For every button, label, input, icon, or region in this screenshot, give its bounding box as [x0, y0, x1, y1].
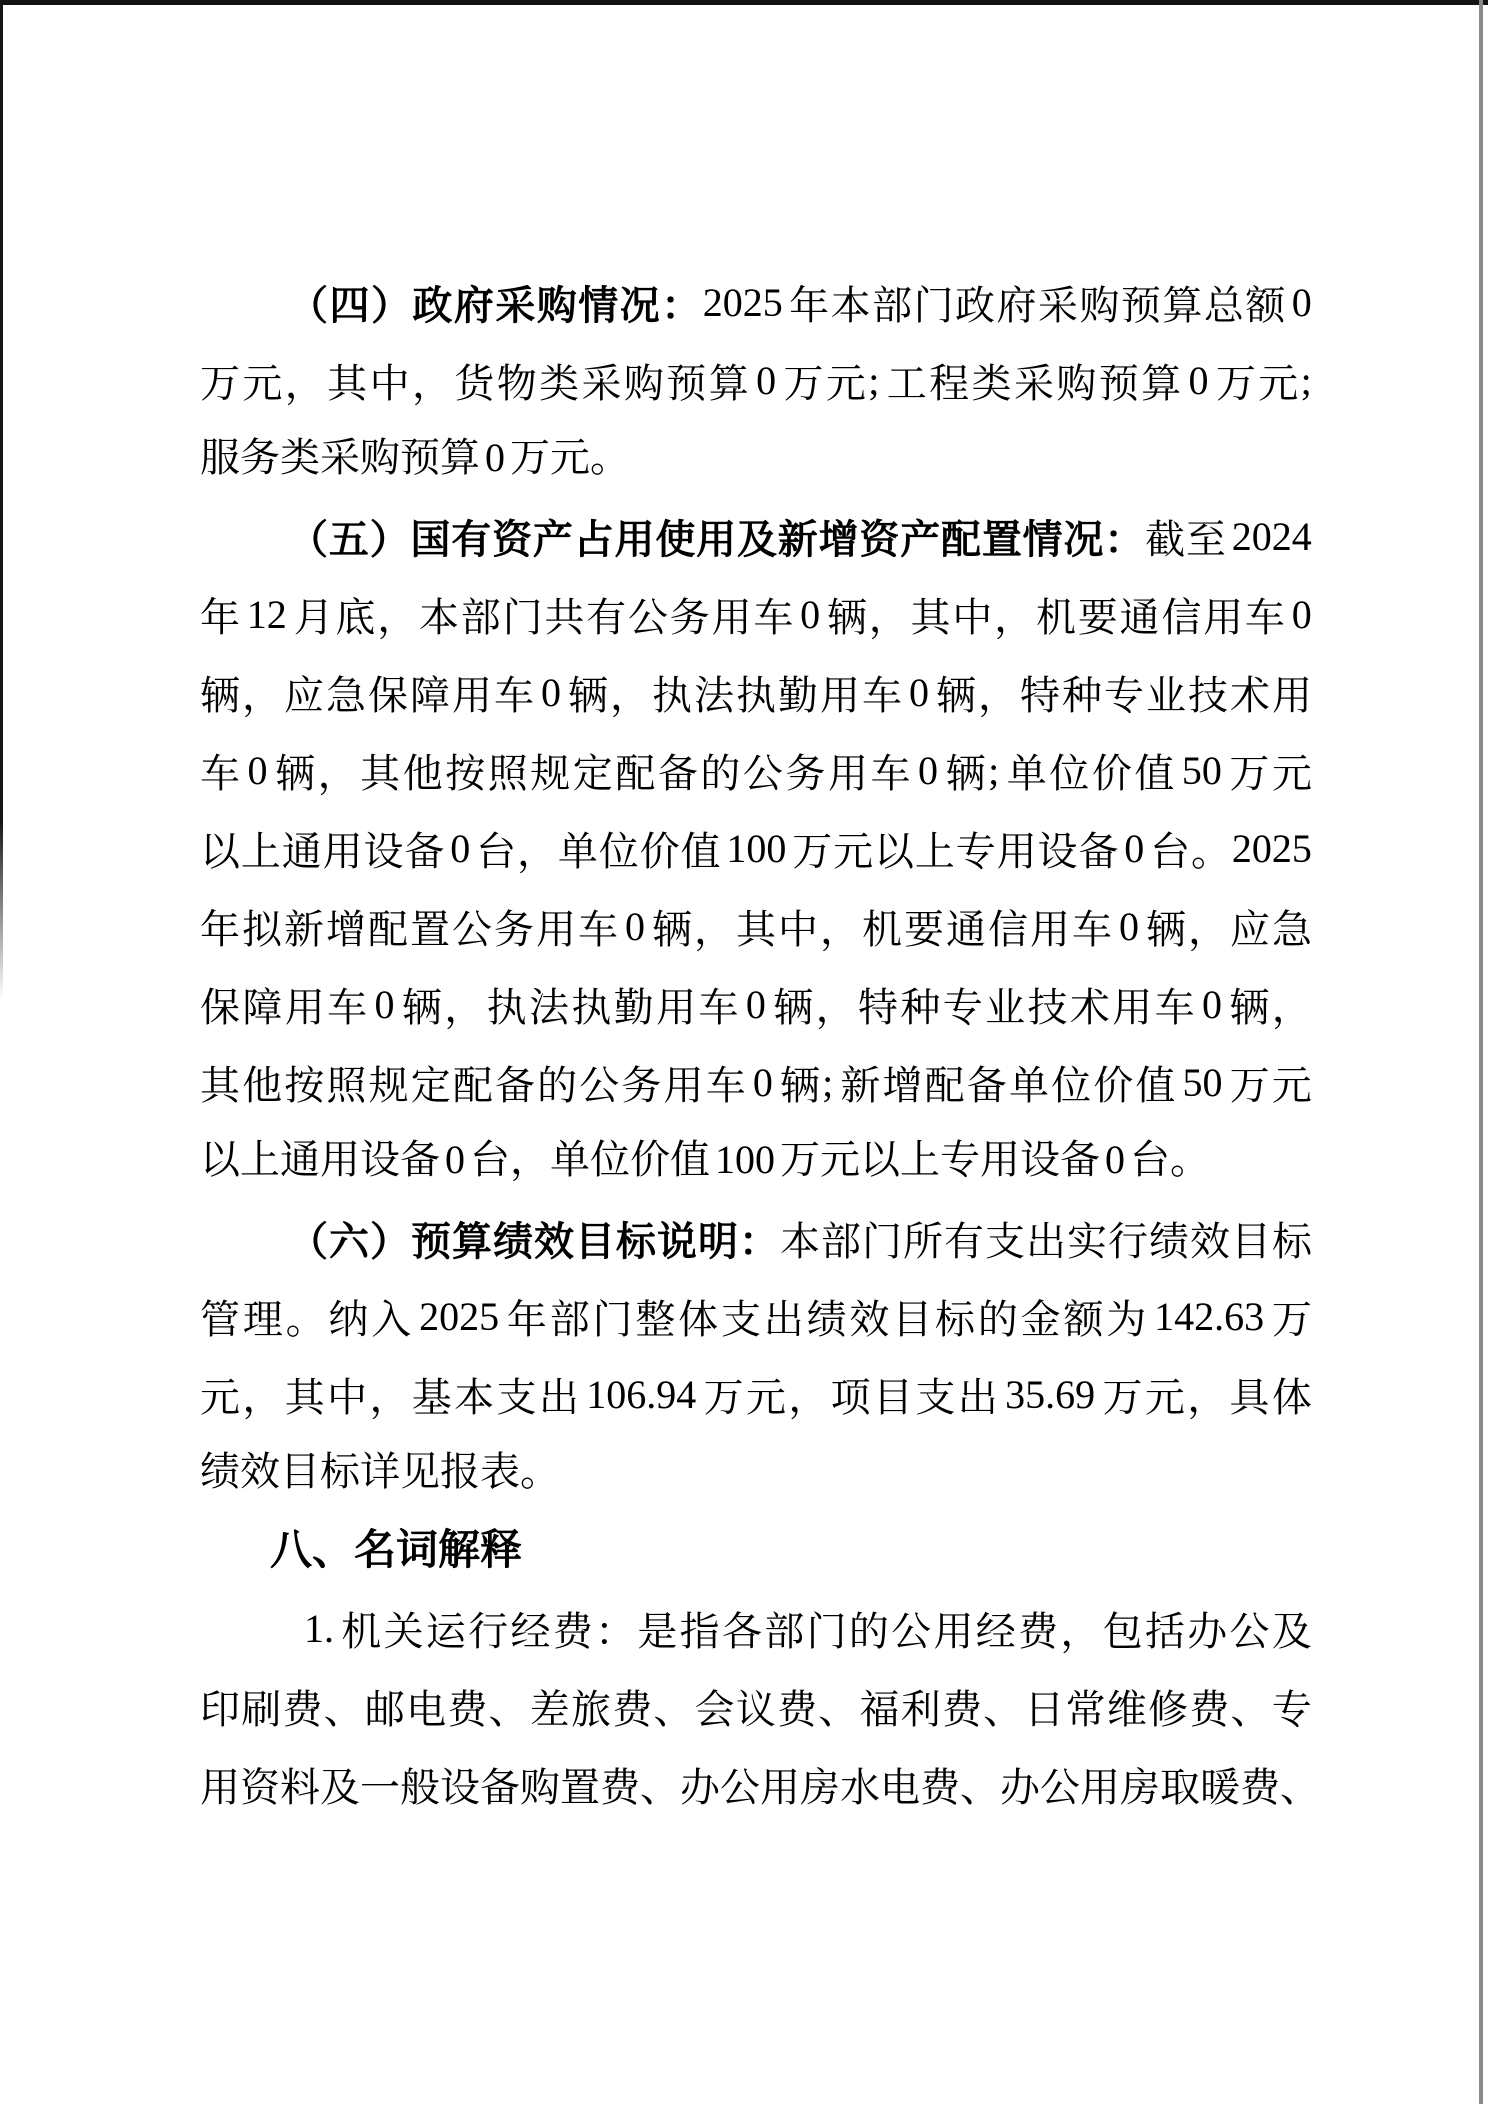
doc-line: 服务类采购预算 0 万元。	[200, 435, 630, 480]
doc-line: 管 理 。 纳 入 2025 年 部 门 整 体 支 出 绩 效 目 标 的 金 额 为 142.63 万	[200, 1293, 1312, 1342]
doc-line: 保 障 用 车 0 辆 ， 执 法 执 勤 用 车 0 辆 ， 特 种 专 业 技 术 用 车 0 辆 ，	[200, 981, 1312, 1030]
doc-line: 1. 机 关 运 行 经 费 ： 是 指 各 部 门 的 公 用 经 费 ， 包 括 办 公 及	[304, 1605, 1312, 1654]
glossary-heading: 八、名词解释	[270, 1526, 523, 1573]
doc-line: 年 拟 新 增 配 置 公 务 用 车 0 辆 ， 其 中 ， 机 要 通 信 用 车 0 辆 ， 应 急	[200, 903, 1312, 952]
doc-line: 以上通用设备 0 台，单位价值 100 万元以上专用设备 0 台。	[200, 1137, 1210, 1182]
doc-line: 万 元 ， 其 中 ， 货 物 类 采 购 预 算 0 万 元 ; 工 程 类 采 购 预 算 0 万 元 ;	[200, 357, 1312, 406]
document-body	[200, 263, 1320, 1823]
doc-line: （ 六 ） 预 算 绩 效 目 标 说 明 ： 本 部 门 所 有 支 出 实 行 绩 效 目 标	[288, 1218, 1312, 1264]
doc-line: 其 他 按 照 规 定 配 备 的 公 务 用 车 0 辆 ; 新 增 配 备 单 位 价 值 50 万 元	[200, 1059, 1312, 1108]
scan-edge-top	[0, 0, 1488, 5]
doc-line: （ 五 ） 国 有 资 产 占 用 使 用 及 新 增 资 产 配 置 情 况 ： 截 至 2024	[288, 513, 1312, 562]
doc-line: 绩效目标详见报表。	[200, 1449, 560, 1494]
doc-line: （ 四 ） 政 府 采 购 情 况 ： 2025 年 本 部 门 政 府 采 购 预 算 总 额 0	[288, 279, 1312, 328]
doc-line: 印 刷 费 、 邮 电 费 、 差 旅 费 、 会 议 费 、 福 利 费 、 日 常 维 修 费 、 专	[200, 1686, 1312, 1732]
doc-line: 用 资 料 及 一 般 设 备 购 置 费 、 办 公 用 房 水 电 费 、 办 公 用 房 取 暖 费 、	[200, 1764, 1320, 1810]
scan-edge-left	[0, 0, 3, 1000]
doc-line: 辆 ， 应 急 保 障 用 车 0 辆 ， 执 法 执 勤 用 车 0 辆 ， 特 种 专 业 技 术 用	[200, 669, 1312, 718]
doc-line: 年 12 月 底 ， 本 部 门 共 有 公 务 用 车 0 辆 ， 其 中 ， 机 要 通 信 用 车 0	[200, 591, 1312, 640]
page-edge-line	[1479, 0, 1483, 2104]
doc-line: 元 ， 其 中 ， 基 本 支 出 106.94 万 元 ， 项 目 支 出 35.69 万 元 ， 具 体	[200, 1371, 1312, 1420]
doc-line: 车 0 辆 ， 其 他 按 照 规 定 配 备 的 公 务 用 车 0 辆 ; 单 位 价 值 50 万 元	[200, 747, 1312, 796]
doc-line: 以 上 通 用 设 备 0 台 ， 单 位 价 值 100 万 元 以 上 专 用 设 备 0 台 。 2025	[200, 825, 1312, 874]
